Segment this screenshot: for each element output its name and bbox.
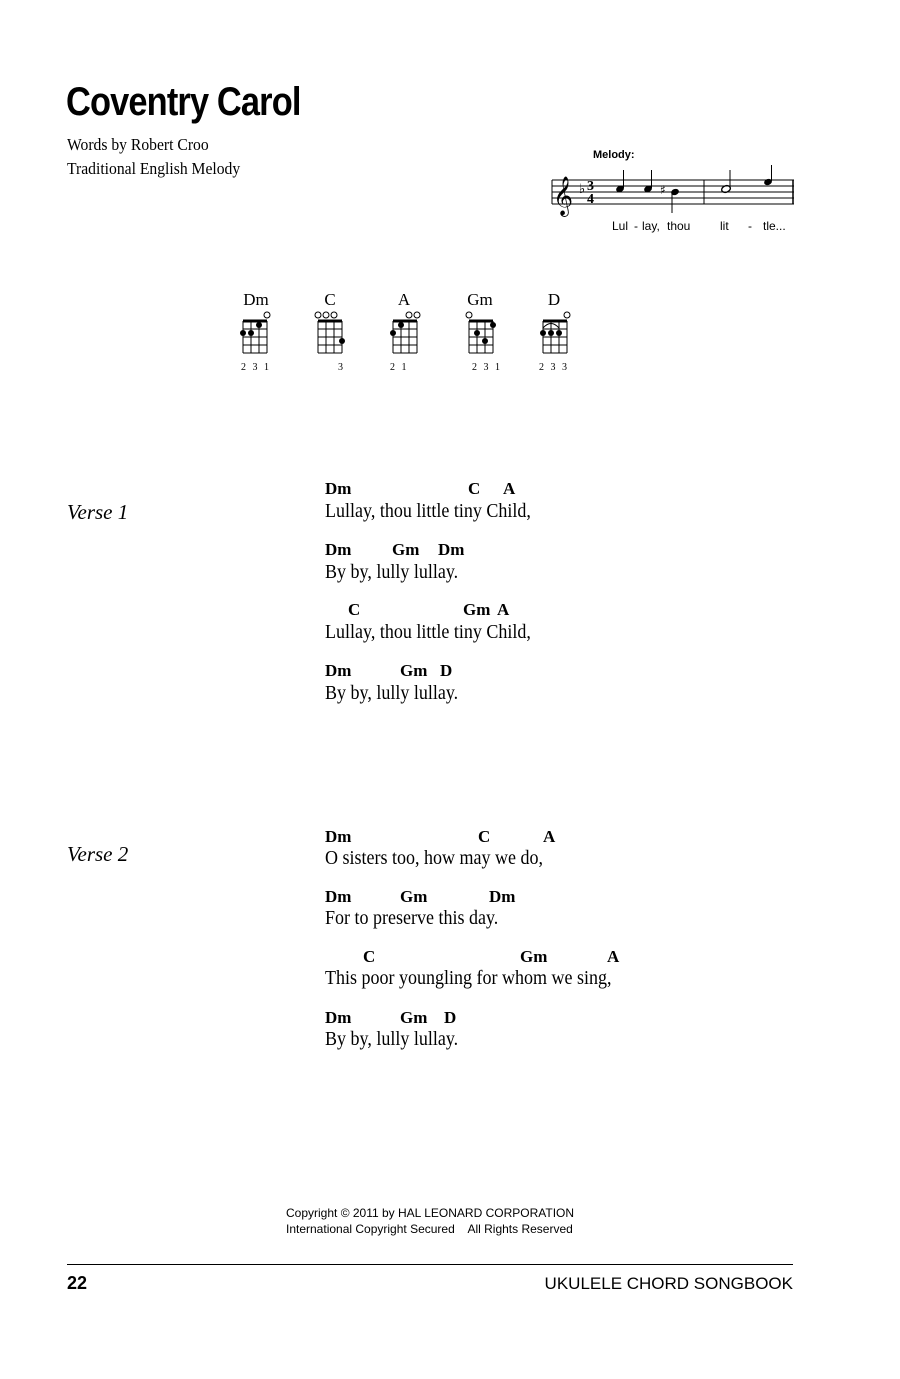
melody-credit: Traditional English Melody <box>67 159 241 178</box>
melody-syllable: Lul <box>612 219 629 233</box>
lyric-line: By by, lully lullay. <box>325 682 459 704</box>
melody-staff <box>548 165 798 220</box>
chord: D <box>440 661 453 680</box>
footer-divider <box>67 1264 793 1265</box>
melody-syllable: lay, <box>642 219 660 233</box>
lyric-line: For to preserve this day. <box>325 907 499 929</box>
chord: C <box>468 479 481 498</box>
credits <box>67 133 255 181</box>
lyric-line: This poor youngling for whom we sing, <box>325 967 612 989</box>
chord: D <box>444 1008 457 1027</box>
chord-diagram-name: Gm <box>467 290 493 309</box>
svg-text:♯: ♯ <box>660 183 666 197</box>
chord-line <box>325 947 725 969</box>
svg-text:4: 4 <box>587 192 594 207</box>
melody-syllable: lit <box>720 219 729 233</box>
svg-text:♭: ♭ <box>579 182 586 197</box>
lyric-line: By by, lully lullay. <box>325 561 459 583</box>
melody-hyphen: - <box>634 219 638 233</box>
chord-grid <box>537 308 577 360</box>
chord: Dm <box>325 479 352 498</box>
chord-fingering: 2 3 1 <box>241 362 271 373</box>
chord-diagram-name: A <box>397 290 411 309</box>
chord-grid <box>387 308 427 360</box>
chord: A <box>497 600 510 619</box>
chord-line <box>325 827 725 849</box>
chord: A <box>607 947 620 966</box>
chord: Gm <box>392 540 420 559</box>
chord-diagram-name: D <box>547 290 561 309</box>
lyric-line: By by, lully lullay. <box>325 1028 459 1050</box>
svg-text:𝄞: 𝄞 <box>553 176 574 216</box>
chord: Dm <box>325 827 352 846</box>
chord-grid <box>463 308 503 360</box>
chord-diagram-name: C <box>324 290 336 309</box>
page-number: 22 <box>67 1273 88 1293</box>
chord: Gm <box>400 661 428 680</box>
verse-1-label: Verse 1 <box>67 500 129 524</box>
melody-hyphen: - <box>748 219 752 233</box>
chord: C <box>348 600 361 619</box>
chord-line <box>325 887 725 909</box>
chord-diagram-a <box>379 290 439 380</box>
chord-grid <box>312 308 352 360</box>
melody-syllable: tle... <box>763 219 786 233</box>
chord: Gm <box>400 1008 428 1027</box>
chord: Dm <box>489 887 516 906</box>
chord-fingering: 2 3 1 <box>472 362 502 373</box>
copyright-line: Copyright © 2011 by HAL LEONARD CORPORATION <box>286 1206 575 1220</box>
lyricist-credit: Words by Robert Croo <box>67 135 209 154</box>
chord-fingering: 2 3 3 <box>539 362 569 373</box>
verse-2-label: Verse 2 <box>67 842 129 866</box>
chord-line <box>325 1008 725 1030</box>
chord: Gm <box>463 600 491 619</box>
chord-fingering: 2 1 <box>390 362 409 373</box>
song-title: Coventry Carol <box>66 80 301 124</box>
chord-grid <box>237 308 277 360</box>
chord-line <box>325 540 725 562</box>
chord: C <box>363 947 376 966</box>
chord-diagram-name: Dm <box>243 290 269 309</box>
chord: Dm <box>325 1008 352 1027</box>
lyric-line: Lullay, thou little tiny Child, <box>325 621 531 643</box>
chord: Dm <box>325 661 352 680</box>
copyright-notice <box>286 1205 574 1237</box>
svg-text:3: 3 <box>587 179 594 194</box>
chord-line <box>325 600 725 622</box>
chord: Gm <box>520 947 548 966</box>
chord: Dm <box>325 887 352 906</box>
copyright-line: International Copyright Secured All Rights Reserved <box>286 1222 573 1236</box>
chord: A <box>543 827 556 846</box>
melody-label: Melody: <box>593 149 635 161</box>
book-title: UKULELE CHORD SONGBOOK <box>544 1274 793 1293</box>
lyric-line: O sisters too, how may we do, <box>325 847 543 869</box>
chord: C <box>478 827 491 846</box>
chord: Dm <box>438 540 465 559</box>
lyric-line: Lullay, thou little tiny Child, <box>325 500 531 522</box>
chord-line <box>325 479 725 501</box>
chord-fingering: 3 <box>338 362 345 373</box>
chord-line <box>325 661 725 683</box>
chord-diagram-c <box>305 290 365 380</box>
chord: A <box>503 479 516 498</box>
chord: Gm <box>400 887 428 906</box>
melody-syllable: thou <box>667 219 691 233</box>
chord: Dm <box>325 540 352 559</box>
